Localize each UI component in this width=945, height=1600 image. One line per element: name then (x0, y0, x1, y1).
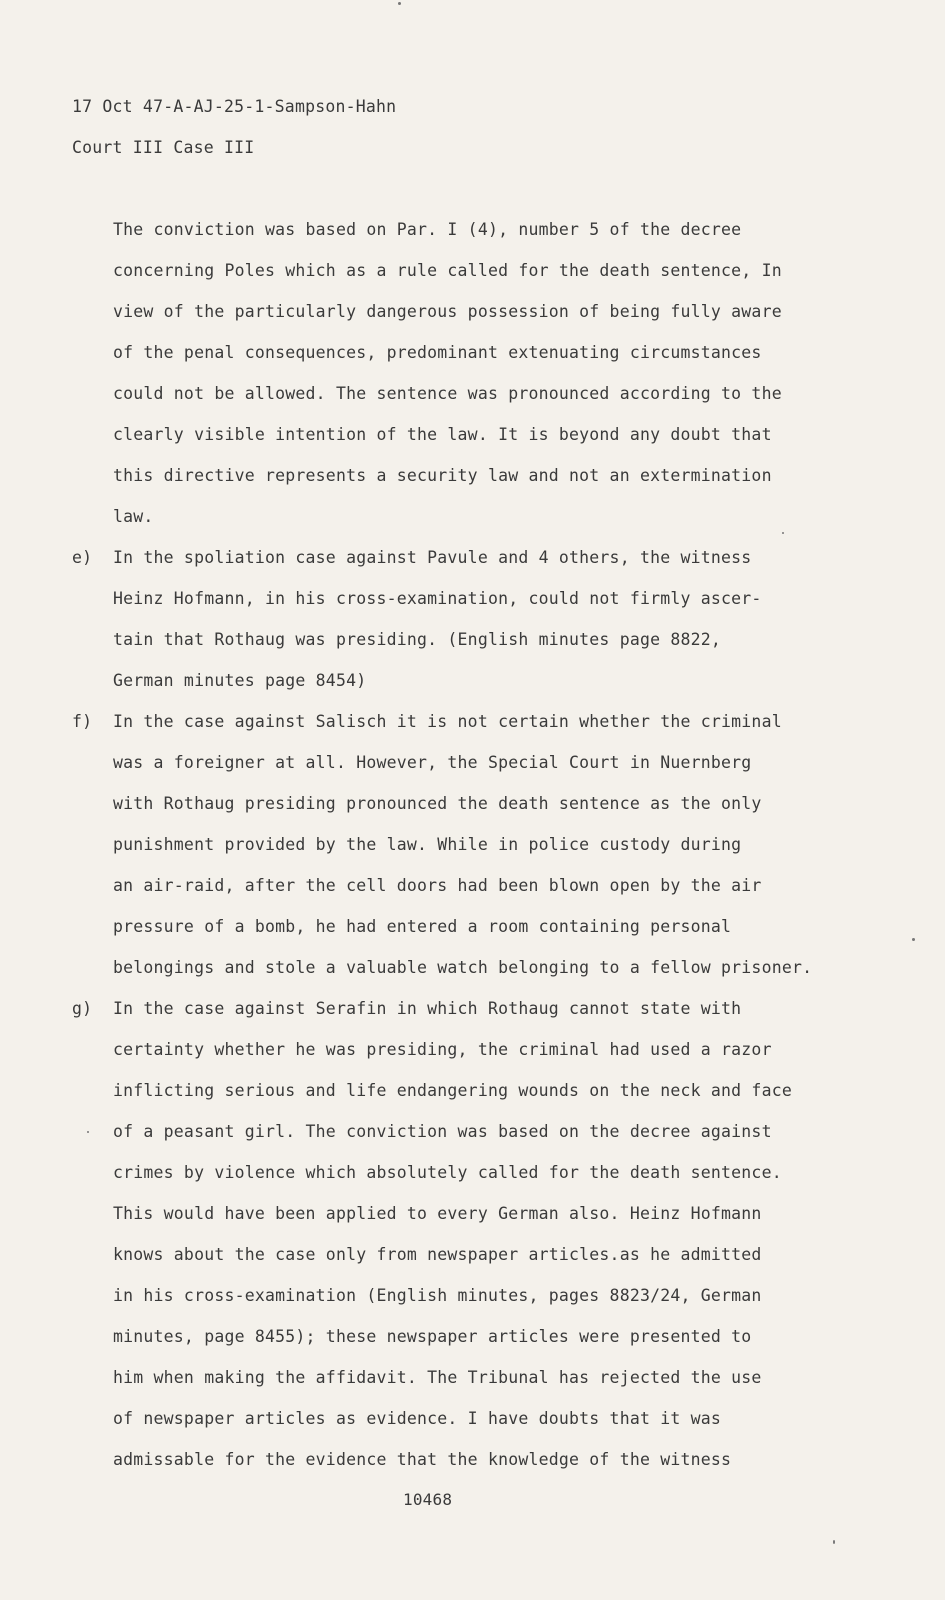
item-g-line-11: of newspaper articles as evidence. I have doubts that it was (113, 1409, 722, 1428)
item-f-line-2: was a foreigner at all. However, the Special Court in Nuernberg (113, 753, 752, 772)
item-g-line-10: him when making the affidavit. The Tribunal has rejected the use (113, 1368, 762, 1387)
item-g-line-5: crimes by violence which absolutely called for the death sentence. (113, 1163, 782, 1182)
court-case-line: Court III Case III (72, 138, 255, 157)
item-g-line-6: This would have been applied to every German also. Heinz Hofmann (113, 1204, 762, 1223)
item-e-line-4: German minutes page 8454) (113, 671, 367, 690)
scan-speck (912, 938, 915, 941)
item-label-f: f) (72, 712, 93, 731)
scan-speck (833, 1540, 835, 1544)
scan-speck (87, 1131, 89, 1133)
item-g-line-8: in his cross-examination (English minutes, pages 8823/24, German (113, 1286, 762, 1305)
item-f-line-7: belongings and stole a valuable watch belonging to a fellow prisoner. (113, 958, 813, 977)
intro-line-4: of the penal consequences, predominant extenuating circumstances (113, 343, 762, 362)
item-f-line-3: with Rothaug presiding pronounced the death sentence as the only (113, 794, 762, 813)
intro-line-7: this directive represents a security law and not an extermination (113, 466, 772, 485)
item-g-line-4: of a peasant girl. The conviction was based on the decree against (113, 1122, 772, 1141)
document-reference: 17 Oct 47-A-AJ-25-1-Sampson-Hahn (72, 97, 397, 116)
item-e-line-2: Heinz Hofmann, in his cross-examination, could not firmly ascer- (113, 589, 762, 608)
item-g-line-2: certainty whether he was presiding, the criminal had used a razor (113, 1040, 772, 1059)
intro-line-6: clearly visible intention of the law. It is beyond any doubt that (113, 425, 772, 444)
item-e-line-1: In the spoliation case against Pavule and 4 others, the witness (113, 548, 752, 567)
page-number: 10468 (403, 1490, 453, 1509)
item-g-line-1: In the case against Serafin in which Rothaug cannot state with (113, 999, 742, 1018)
item-f-line-6: pressure of a bomb, he had entered a room containing personal (113, 917, 732, 936)
item-f-line-5: an air-raid, after the cell doors had been blown open by the air (113, 876, 762, 895)
item-e-line-3: tain that Rothaug was presiding. (English minutes page 8822, (113, 630, 722, 649)
item-f-line-4: punishment provided by the law. While in police custody during (113, 835, 742, 854)
item-f-line-1: In the case against Salisch it is not certain whether the criminal (113, 712, 782, 731)
item-label-g: g) (72, 999, 93, 1018)
intro-line-2: concerning Poles which as a rule called for the death sentence, In (113, 261, 782, 280)
intro-line-5: could not be allowed. The sentence was pronounced according to the (113, 384, 782, 403)
intro-line-1: The conviction was based on Par. I (4), number 5 of the decree (113, 220, 742, 239)
scan-speck (782, 532, 784, 534)
item-g-line-12: admissable for the evidence that the knowledge of the witness (113, 1450, 732, 1469)
intro-line-3: view of the particularly dangerous possession of being fully aware (113, 302, 782, 321)
item-g-line-9: minutes, page 8455); these newspaper articles were presented to (113, 1327, 752, 1346)
item-label-e: e) (72, 548, 93, 567)
item-g-line-3: inflicting serious and life endangering wounds on the neck and face (113, 1081, 792, 1100)
item-g-line-7: knows about the case only from newspaper articles.as he admitted (113, 1245, 762, 1264)
scan-speck (398, 2, 401, 5)
intro-line-8: law. (113, 507, 154, 526)
